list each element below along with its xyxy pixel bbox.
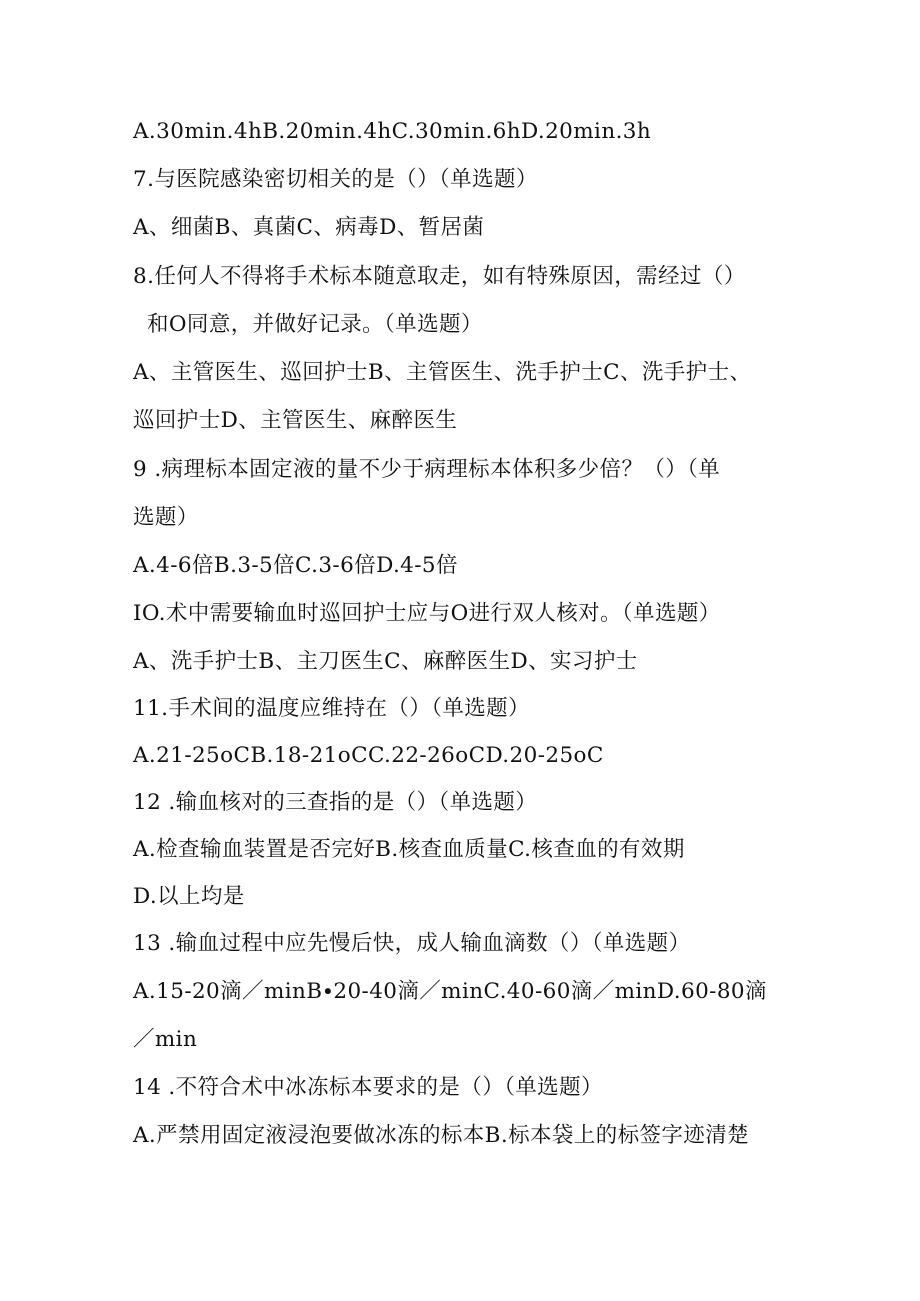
answer-options-q7: A、细菌B、真菌C、病毒D、暂居菌: [133, 215, 485, 240]
question-11: 11.手术间的温度应维持在（）（单选题）: [133, 696, 530, 721]
answer-options-q8-line-1: A、主管医生、巡回护士B、主管医生、洗手护士C、洗手护士、: [133, 360, 752, 385]
answer-options-q12-line-2: D.以上均是: [133, 884, 245, 909]
answer-options-q14-line-1: A.严禁用固定液浸泡要做冰冻的标本B.标本袋上的标签字迹清楚: [133, 1123, 749, 1148]
answer-options-q10: A、洗手护士B、主刀医生C、麻醉医生D、实习护士: [133, 649, 638, 674]
question-9-line-2: 选题）: [133, 505, 199, 530]
question-13: 13 .输血过程中应先慢后快，成人输血滴数（）（单选题）: [133, 931, 691, 956]
question-8-line-1: 8.任何人不得将手术标本随意取走，如有特殊原因，需经过（）: [133, 264, 746, 289]
answer-options-q12-line-1: A.检查输血装置是否完好B.核查血质量C.核查血的有效期: [133, 837, 685, 862]
question-9-line-1: 9 .病理标本固定液的量不少于病理标本体积多少倍？（）（单: [133, 457, 721, 482]
answer-options-q13-line-2: ／min: [133, 1027, 198, 1052]
answer-options-q11: A.21-25oCB.18-21oCC.22-26oCD.20-25oC: [133, 743, 604, 768]
question-14: 14 .不符合术中冰冻标本要求的是（）（单选题）: [133, 1075, 603, 1100]
question-10: IO.术中需要输血时巡回护士应与O进行双人核对。（单选题）: [133, 601, 721, 626]
answer-options-q8-line-2: 巡回护士D、主管医生、麻醉医生: [133, 408, 458, 433]
answer-options-q9: A.4-6倍B.3-5倍C.3-6倍D.4-5倍: [133, 553, 458, 578]
question-7: 7.与医院感染密切相关的是（）（单选题）: [133, 167, 538, 192]
answer-options-q6: A.30min.4hB.20min.4hC.30min.6hD.20min.3h: [133, 119, 652, 144]
question-8-line-2: 和O同意，并做好记录。（单选题）: [147, 312, 483, 337]
answer-options-q13-line-1: A.15-20滴／minB∙20-40滴／minC.40-60滴／minD.60-80滴: [133, 979, 767, 1004]
question-12: 12 .输血核对的三查指的是（）（单选题）: [133, 790, 538, 815]
